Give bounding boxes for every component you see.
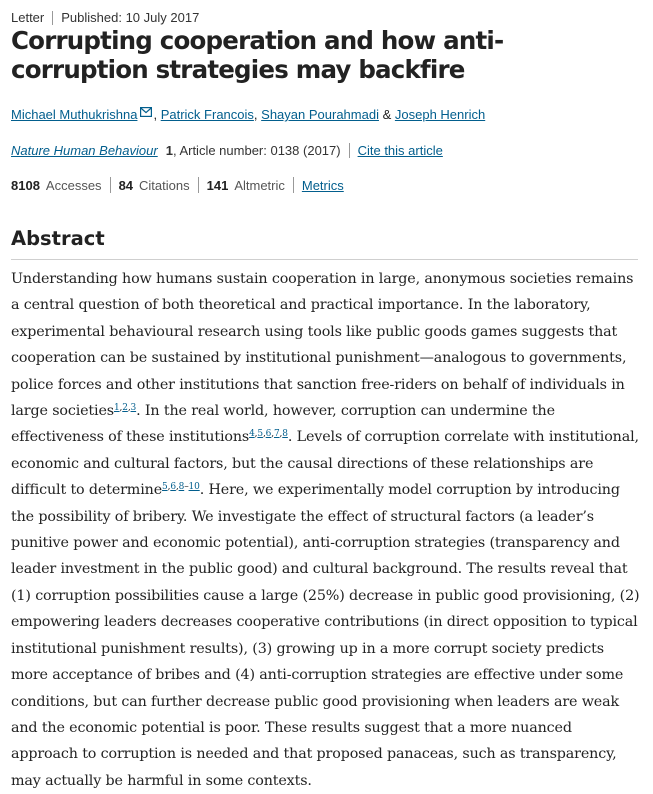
- author-separator: &: [382, 107, 392, 122]
- ref-sep: ,: [262, 429, 266, 440]
- abstract-part-3: . Levels of corruption correlate with institutional, economic and cultural factors, but the causal directions of these relationships are difficult to determine: [11, 429, 639, 499]
- reference-link[interactable]: 6: [265, 429, 272, 440]
- reference-link[interactable]: 7: [273, 429, 280, 440]
- author-link-francois[interactable]: Patrick Francois: [160, 107, 254, 122]
- ref-sep: ,: [279, 429, 283, 440]
- author-link-pourahmadi[interactable]: Shayan Pourahmadi: [261, 107, 379, 122]
- published-date: Published: 10 July 2017: [61, 10, 200, 25]
- journal-info: [11, 143, 443, 158]
- ref-sep: –: [184, 482, 189, 493]
- ref-sep: ,: [175, 482, 179, 493]
- author-list: [11, 105, 485, 122]
- citations-count: 84: [118, 177, 134, 193]
- cite-this-article-link[interactable]: Cite this article: [357, 143, 443, 158]
- reference-group-3: [162, 482, 200, 492]
- reference-link[interactable]: 6: [170, 482, 176, 493]
- reference-link[interactable]: 4: [249, 429, 255, 440]
- divider: [52, 11, 53, 25]
- ref-sep: ,: [271, 429, 274, 440]
- divider: [198, 177, 199, 193]
- abstract-heading: Abstract: [11, 227, 105, 250]
- reference-link[interactable]: 1: [113, 403, 120, 414]
- accesses-label: Accesses: [45, 177, 102, 193]
- ref-sep: ,: [127, 403, 131, 414]
- reference-link[interactable]: 2: [122, 403, 128, 414]
- metrics-link[interactable]: Metrics: [301, 177, 344, 193]
- reference-link[interactable]: 5: [257, 429, 263, 440]
- author-link-muthukrishna[interactable]: Michael Muthukrishna: [11, 107, 138, 122]
- author-separator: ,: [253, 107, 258, 122]
- journal-volume: 1: [165, 143, 173, 158]
- section-divider: [11, 259, 638, 260]
- author-separator: ,: [153, 107, 158, 122]
- abstract-text: [11, 266, 641, 794]
- article-title: Corrupting cooperation and how anti-corruption strategies may backfire: [11, 26, 504, 84]
- altmetric-label: Altmetric: [234, 177, 285, 193]
- divider: [110, 177, 111, 193]
- ref-sep: ,: [167, 482, 171, 493]
- reference-link[interactable]: 5: [162, 482, 168, 493]
- author-link-henrich[interactable]: Joseph Henrich: [394, 107, 486, 122]
- reference-link[interactable]: 3: [130, 403, 137, 414]
- reference-group-2: [249, 429, 288, 439]
- divider: [349, 143, 350, 158]
- accesses-count: 8108: [11, 177, 40, 193]
- abstract-part-1: Understanding how humans sustain cooperation in large, anonymous societies remains a central question of both theoretical and practical importance. In the laboratory, experimental behavioural research using tools like public goods games suggests that cooperation can be sustained by institutional punishment—analogous to governments, police forces and other institutions that sanction free-riders on behalf of individuals in large societies: [11, 271, 634, 420]
- mail-icon[interactable]: [140, 105, 152, 115]
- citations-label: Citations: [139, 177, 190, 193]
- journal-name-link[interactable]: Nature Human Behaviour: [11, 143, 158, 158]
- reference-link[interactable]: 10: [188, 482, 200, 493]
- reference-link[interactable]: 8: [178, 482, 185, 493]
- ref-sep: ,: [254, 429, 258, 440]
- reference-link[interactable]: 8: [282, 429, 288, 440]
- article-number: , Article number: 0138 (2017): [172, 143, 341, 158]
- reference-group-1: [114, 403, 136, 413]
- article-type: Letter: [11, 10, 45, 25]
- article-metrics: [11, 177, 344, 193]
- divider: [293, 177, 294, 193]
- abstract-part-2: . In the real world, however, corruption can undermine the effectiveness of these institutions: [11, 403, 555, 446]
- article-meta: [11, 10, 199, 25]
- altmetric-count: 141: [206, 177, 229, 193]
- ref-sep: ,: [119, 403, 123, 414]
- abstract-part-4: . Here, we experimentally model corruption by introducing the possibility of bribery. We investigate the effect of structural factors (a leader’s punitive power and economic potential), anti-corruption strategies (transparency and leader investment in the public good) and cultural background. The results reveal that (1) corruption possibilities cause a large (25%) decrease in public good provisioning, (2) empowering leaders decreases cooperative contributions (in direct opposition to typical institutional punishment results), (3) growing up in a more corrupt society predicts more acceptance of bribes and (4) anti-corruption strategies are effective under some conditions, but can further decrease public good provisioning when leaders are weak and the economic potential is poor. These results suggest that a more nuanced approach to corruption is needed and that proposed panaceas, such as transparency, may actually be harmful in some contexts.: [11, 482, 640, 789]
